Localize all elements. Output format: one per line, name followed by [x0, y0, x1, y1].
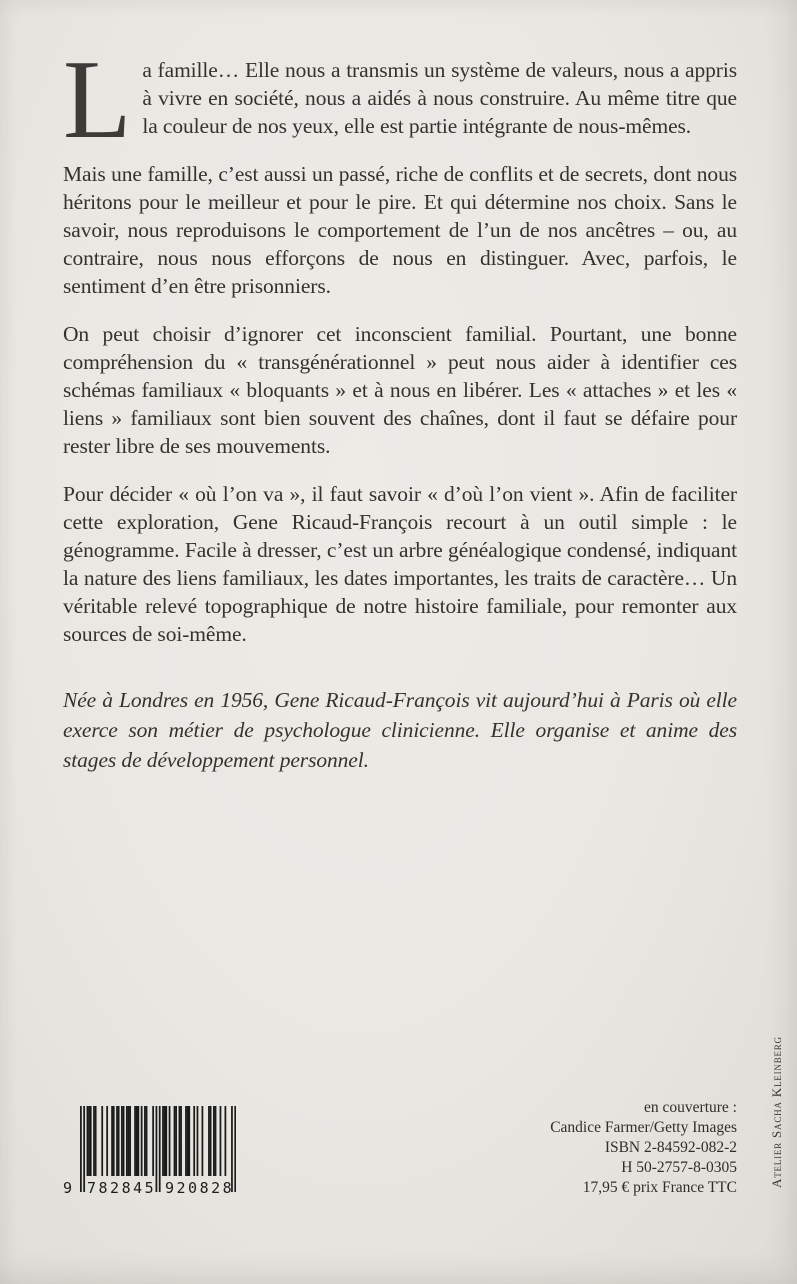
publisher-credits	[550, 1098, 737, 1198]
cover-credit-heading: en couverture :	[644, 1099, 737, 1116]
author-bio: Née à Londres en 1956, Gene Ricaud-François vit aujourd’hui à Paris où elle exerce son métier de psychologue clinicienne. Elle organise et anime des stages de développement personnel.	[63, 688, 737, 772]
cover-photo-credit: Candice Farmer/Getty Images	[550, 1119, 737, 1136]
barcode-digits-right: 920828	[165, 1179, 235, 1197]
blurb-paragraph-3: On peut choisir d’ignorer cet inconscient familial. Pourtant, une bonne compréhension du « transgénérationnel » peut nous aider à identifier ces schémas familiaux « bloquants » et à nous en libérer. Les « attaches » et les « liens » familiaux sont bien souvent des chaînes, dont il faut se défaire pour rester libre de ses mouvements.	[63, 322, 737, 458]
reference-code-line: H 50-2757-8-0305	[621, 1159, 737, 1176]
isbn-line: ISBN 2-84592-082-2	[604, 1139, 737, 1156]
price-line: 17,95 € prix France TTC	[582, 1179, 737, 1196]
blurb-paragraph-2: Mais une famille, c’est aussi un passé, riche de conflits et de secrets, dont nous héritons pour le meilleur et pour le pire. Et qui détermine nos choix. Sans le savoir, nous reproduisons le comportement de l’un de nos ancêtres – ou, au contraire, nous nous efforçons de nous en distinguer. Avec, parfois, le sentiment d’en être prisonniers.	[63, 162, 737, 298]
barcode-digit-first: 9	[63, 1179, 73, 1197]
blurb-paragraph-1	[63, 38, 737, 162]
studio-credit: Atelier Sacha Kleinberg	[769, 1036, 784, 1188]
blurb-paragraph-1-text: a famille… Elle nous a transmis un système de valeurs, nous a appris à vivre en société, nous a aidés à nous construire. Au même titre que la couleur de nos yeux, elle est partie intégrante de nous-mêmes.	[142, 58, 737, 138]
barcode-digits-left: 782845	[87, 1179, 157, 1197]
blurb-paragraph-4: Pour décider « où l’on va », il faut savoir « d’où l’on vient ». Afin de faciliter cette exploration, Gene Ricaud-François recourt à un outil simple : le génogramme. Facile à dresser, c’est un arbre généalogique condensé, indiquant la nature des liens familiaux, les dates importantes, les traits de caractère… Un véritable relevé topographique de notre histoire familiale, pour remonter aux sources de soi-même.	[63, 482, 737, 646]
back-cover-blurb	[63, 38, 737, 797]
drop-cap: L	[63, 38, 132, 162]
ean-barcode	[63, 1106, 236, 1197]
